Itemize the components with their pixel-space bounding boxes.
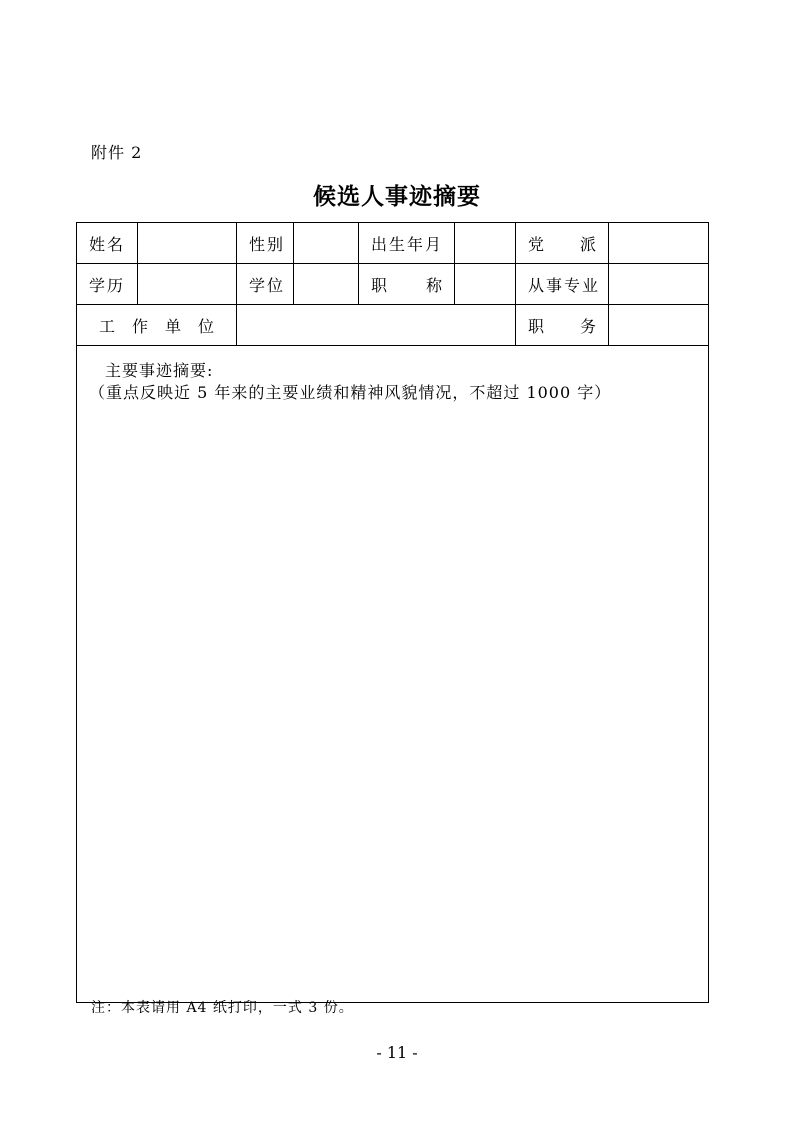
party-label-char: 派	[579, 234, 596, 254]
position-label-char: 职	[528, 316, 545, 336]
major-label: 从事专业	[516, 264, 609, 305]
birth-date-label: 出生年月	[359, 223, 455, 264]
workplace-field[interactable]	[237, 305, 516, 346]
party-label	[516, 223, 609, 264]
page-title: 候选人事迹摘要	[313, 183, 481, 210]
form-row-summary	[77, 346, 709, 1003]
gender-label: 性别	[237, 223, 294, 264]
name-label: 姓名	[77, 223, 138, 264]
major-field[interactable]	[609, 264, 709, 305]
attachment-label: 附件 2	[91, 143, 143, 162]
summary-heading: 主要事迹摘要:	[105, 361, 214, 380]
degree-label: 学位	[237, 264, 294, 305]
workplace-label-char: 工	[99, 316, 116, 336]
professional-title-label-char: 称	[425, 275, 442, 295]
position-field[interactable]	[609, 305, 709, 346]
professional-title-label-char: 职	[371, 275, 388, 295]
form-row-1	[77, 223, 709, 264]
professional-title-field[interactable]	[455, 264, 516, 305]
candidate-form-table	[76, 222, 709, 1003]
party-field[interactable]	[609, 223, 709, 264]
form-row-3	[77, 305, 709, 346]
gender-field[interactable]	[294, 223, 359, 264]
position-label-char: 务	[579, 316, 596, 336]
form-row-2	[77, 264, 709, 305]
education-label: 学历	[77, 264, 138, 305]
birth-date-field[interactable]	[455, 223, 516, 264]
page-number: - 11 -	[376, 1043, 418, 1062]
name-field[interactable]	[138, 223, 237, 264]
professional-title-label	[359, 264, 455, 305]
position-label	[516, 305, 609, 346]
workplace-label-char: 作	[131, 316, 148, 336]
summary-field[interactable]	[77, 346, 709, 1003]
workplace-label-char: 位	[197, 316, 214, 336]
party-label-char: 党	[528, 234, 545, 254]
education-field[interactable]	[138, 264, 237, 305]
summary-hint: （重点反映近 5 年来的主要业绩和精神风貌情况，不超过 1000 字）	[89, 383, 612, 402]
workplace-label	[77, 305, 237, 346]
workplace-label-char: 单	[164, 316, 181, 336]
degree-field[interactable]	[294, 264, 359, 305]
footnote: 注：本表请用 A4 纸打印，一式 3 份。	[91, 1000, 354, 1016]
